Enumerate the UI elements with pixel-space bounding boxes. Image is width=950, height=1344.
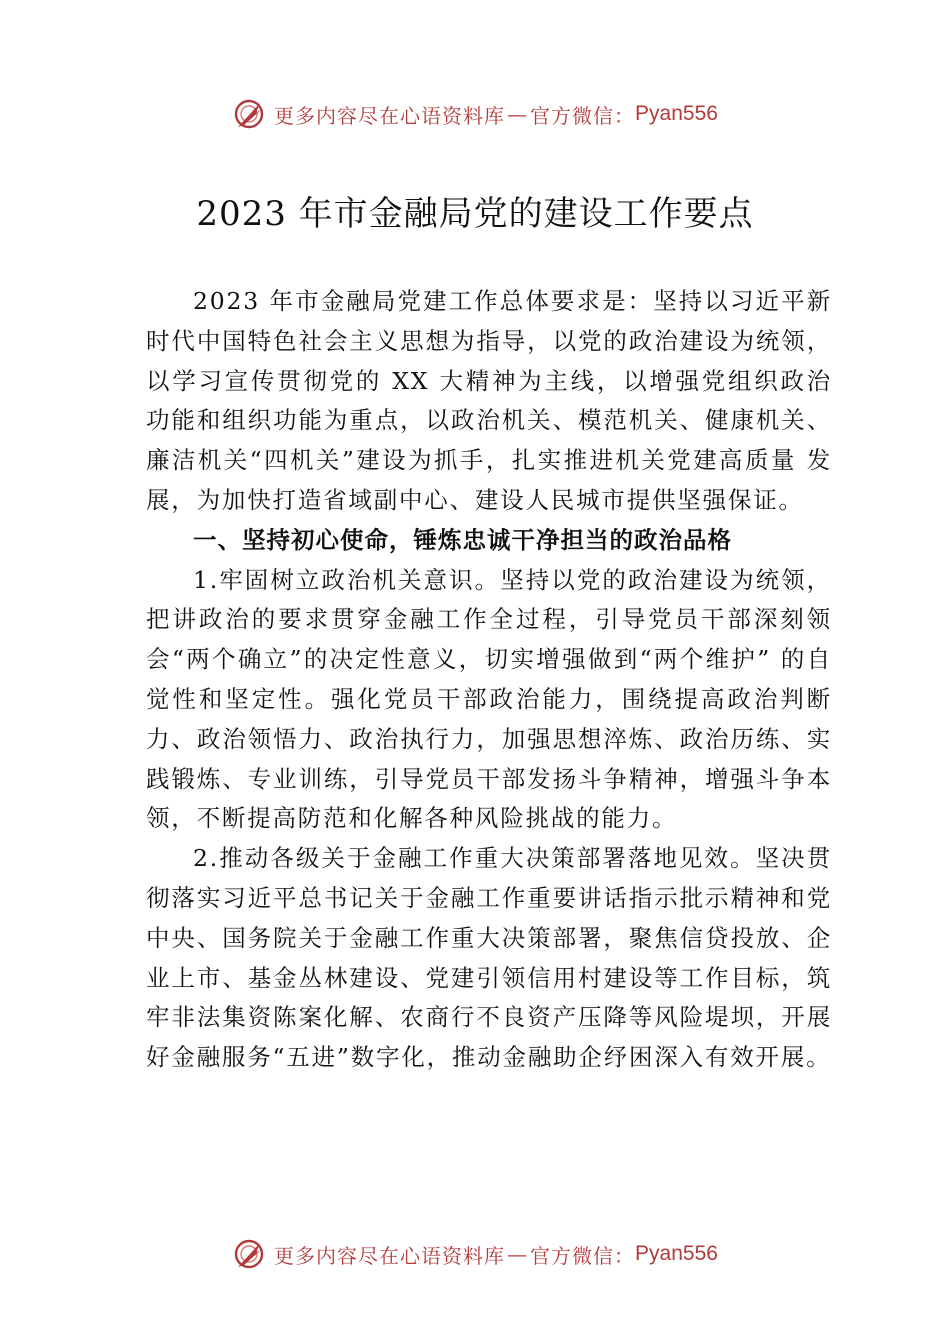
watermark-main-text: 更多内容尽在心语资料库 [274,103,506,128]
item-paragraph-2: 2.推动各级关于金融工作重大决策部署落地见效。坚决贯彻落实习近平总书记关于金融工作重要讲话指示批示精神和党中央、国务院关于金融工作重大决策部署，聚焦信贷投放、企业上市、基金丛林建设、党建引领信用村建设等工作目标，筑牢非法集资陈案化解、农商行不良资产压降等风险堤坝，开展好金融服务“五进”数字化，推动金融助企纾困深入有效开展。 [146,844,832,1072]
quill-logo-icon [232,97,266,131]
section-heading: 一、坚持初心使命，锤炼忠诚干净担当的政治品格 [193,525,732,554]
watermark-main-text: 更多内容尽在心语资料库 [274,1243,506,1268]
watermark-sub-text: 官方微信： [530,103,636,128]
intro-paragraph: 2023 年市金融局党建工作总体要求是：坚持以习近平新时代中国特色社会主义思想为指导，以党的政治建设为统领， 以学习宣传贯彻党的 XX 大精神为主线，以增强党组织政治 功能和组织功能为重点，以政治机关、模范机关、健康机关、 廉洁机关“四机关”建设为抓手，扎实推进机关党建高质量 发展，为加快打造省域副中心、建设人民城市提供坚强保证。 [146,287,832,514]
item-paragraph-1: 1.牢固树立政治机关意识。坚持以党的政治建设为统领，把讲政治的要求贯穿金融工作全过程，引导党员干部深刻领会“两个确立”的决定性意义，切实增强做到“两个维护” 的自觉性和坚定性。强化党员干部政治能力，围绕提高政治判断力、政治领悟力、政治执行力，加强思想淬炼、政治历练、实践锻炼、专业训练，引导党员干部发扬斗争精神，增强斗争本领，不断提高防范和化解各种风险挑战的能力。 [146,565,832,833]
header-watermark [0,96,950,132]
watermark-wechat-id: Pyan556 [635,102,718,125]
watermark-separator: — [507,1242,529,1266]
footer-watermark [0,1236,950,1272]
document-body [146,282,832,1078]
watermark-wechat-id: Pyan556 [635,1242,718,1265]
document-title: 2023 年市金融局党的建设工作要点 [196,194,754,234]
watermark-sub-text: 官方微信： [530,1243,636,1268]
watermark-separator: — [507,102,529,126]
quill-logo-icon [232,1237,266,1271]
